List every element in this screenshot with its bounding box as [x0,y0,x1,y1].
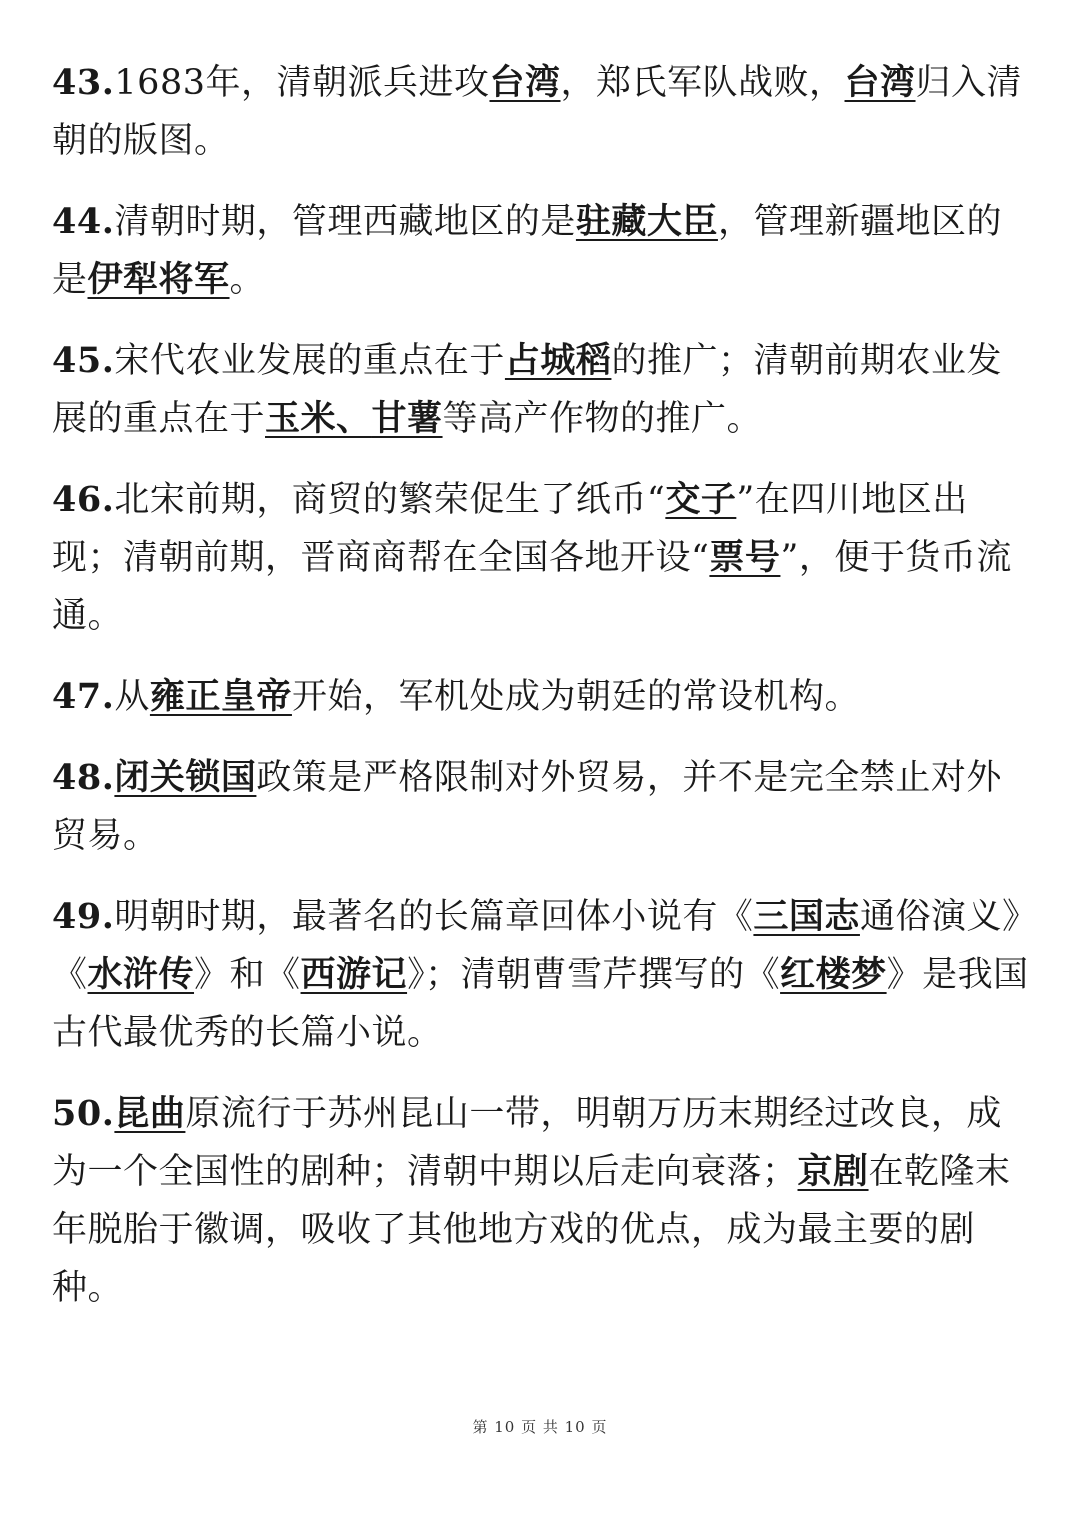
item-text: 归入清朝的版图。 [52,63,1023,161]
key-term: 西游记 [300,954,408,995]
list-item [52,471,1032,645]
item-number: 46. [52,479,115,520]
item-number: 47. [52,676,115,717]
key-term: 京剧 [797,1151,869,1192]
key-term: 雍正皇帝 [149,676,292,717]
item-text: “ [691,538,710,578]
key-term: 台湾 [489,62,561,103]
item-text: 通俗演义》《 [52,897,1020,995]
item-number: 44. [52,201,115,242]
key-term: 闭关锁国 [114,757,257,798]
key-term: 交子 [665,479,737,520]
item-text: ”，便于货币流通。 [52,538,1012,636]
item-text: 宋代农业发展的重点在于 [114,341,505,381]
key-term: 昆曲 [114,1093,186,1134]
key-term: 占城稻 [504,340,612,381]
page-number-text: 第 10 页 共 10 页 [472,1418,608,1436]
item-text: 在乾隆末年脱胎于徽调，吸收了其他地方戏的优点，成为最主要的剧种。 [52,1152,1011,1308]
item-text: 清朝时期，管理西藏地区的是 [114,202,576,242]
item-text: 原流行于苏州昆山一带，明朝万历末期经过改良，成为一个全国性的剧种；清朝中期以后走向衰落； [52,1094,1002,1192]
item-text: 》是我国古代最优秀的长篇小说。 [52,955,1029,1053]
list-item [52,1085,1032,1317]
key-term: 台湾 [844,62,916,103]
item-text: 北宋前期，商贸的繁荣促生了纸币 [114,480,647,520]
item-text: 1683年，清朝派兵进攻 [114,63,490,103]
item-text: ”在四川地区出现；清朝前期，晋商商帮在全国各地开设 [52,480,968,578]
item-text: 》；清朝曹雪芹撰写的《 [407,955,781,995]
key-term: 三国志 [753,896,860,937]
list-item [52,749,1032,865]
item-text: “ [646,480,666,520]
list-item [52,888,1032,1062]
item-text: ，郑氏军队战败， [560,63,845,103]
item-text: 从 [114,677,150,717]
item-text: 明朝时期，最著名的长篇章回体小说有《 [114,897,754,937]
item-text: 开始，军机处成为朝廷的常设机构。 [291,677,860,717]
item-text: 的推广；清朝前期农业发展的重点在于 [52,341,1002,439]
list-item [52,668,1032,726]
key-term: 驻藏大臣 [575,201,718,242]
item-text: 等高产作物的推广。 [442,399,763,439]
key-term: 水浒传 [87,954,195,995]
key-term: 红楼梦 [780,954,887,995]
item-text: 。 [229,260,266,300]
item-text: ，管理新疆地区的是 [52,202,1002,300]
list-item [52,332,1032,448]
item-text: 》和《 [194,955,301,995]
item-number: 50. [52,1093,115,1134]
item-number: 45. [52,340,115,381]
key-term: 伊犁将军 [87,259,230,300]
document-body [52,54,1032,1340]
key-term: 甘薯 [371,398,443,439]
list-item [52,193,1032,309]
key-term: 票号 [709,537,781,578]
item-text: 政策是严格限制对外贸易，并不是完全禁止对外贸易。 [52,758,1002,856]
list-item [52,54,1032,170]
item-number: 49. [52,896,115,937]
item-number: 43. [52,62,115,103]
item-number: 48. [52,757,115,798]
key-term: 玉米、 [265,398,372,439]
page-footer [0,1416,1080,1437]
